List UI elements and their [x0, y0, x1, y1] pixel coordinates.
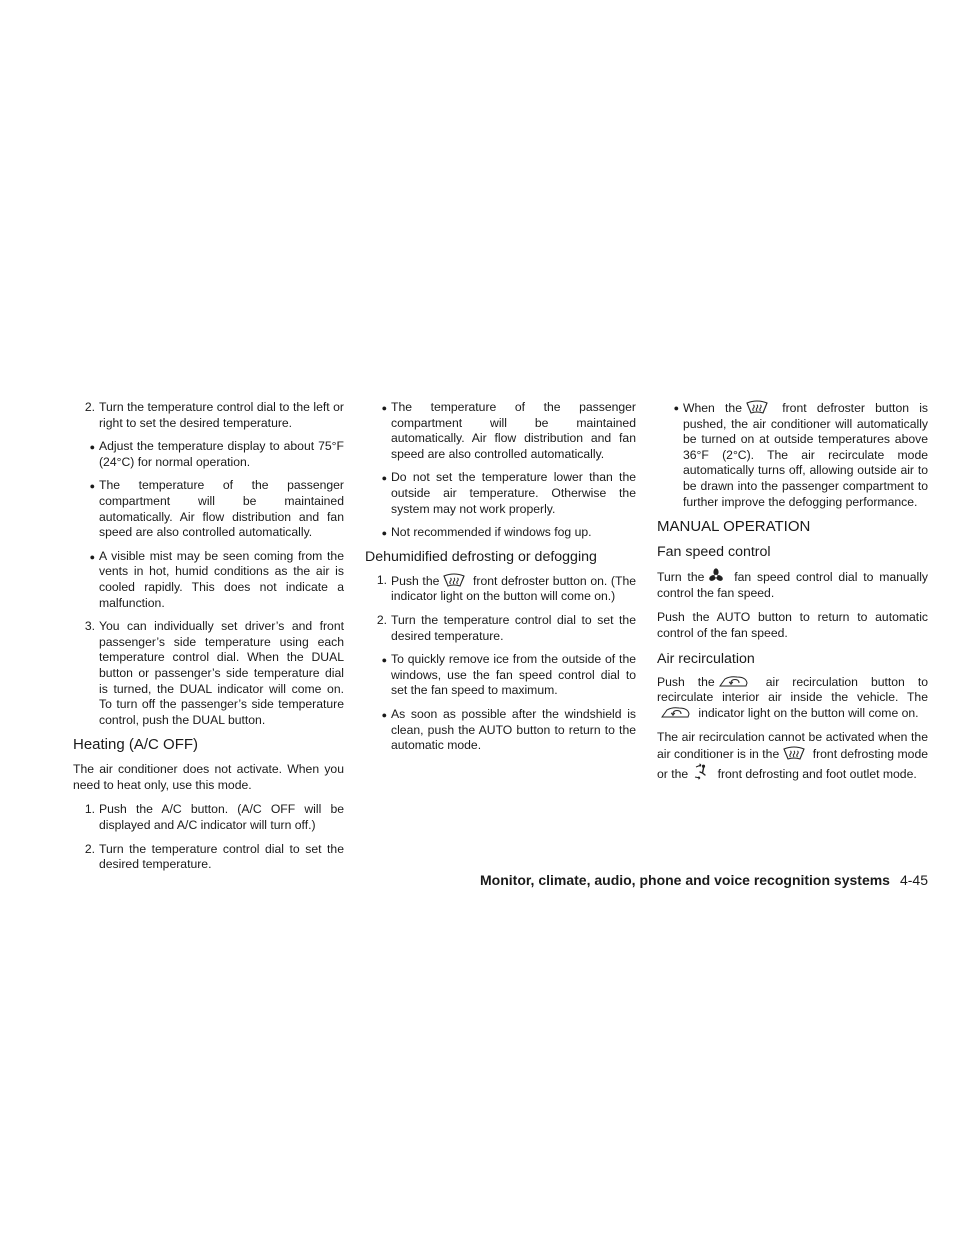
bullet-item — [73, 549, 344, 611]
recirculation-paragraph-1 — [657, 675, 928, 722]
bullet-item — [657, 400, 928, 510]
text-run: Turn the — [657, 570, 705, 585]
column-right — [657, 400, 928, 791]
defrost-foot-icon — [692, 763, 710, 781]
step-number: 3. — [84, 619, 95, 634]
column-left — [73, 400, 344, 881]
page-footer — [73, 871, 928, 889]
text-run: front defrosting mode or the — [657, 746, 928, 781]
step-number: 2. — [84, 841, 95, 856]
heating-step-1 — [73, 802, 344, 833]
defrost-heading: Dehumidified defrosting or defogging — [365, 548, 597, 565]
front-defroster-icon — [443, 573, 465, 588]
step-number: 1. — [84, 802, 95, 817]
step-text: Turn the temperature control dial to the left or right to set the desired temperature. — [99, 400, 344, 430]
step-number: 2. — [84, 400, 95, 414]
bullet-text: The temperature of the passenger compartment will be maintained automatically. Air flow distribution and fan speed are also controlled automatically. — [99, 478, 344, 540]
step-number: 2. — [376, 612, 387, 627]
page-number: 4-45 — [899, 872, 928, 888]
text-run: Push the — [657, 674, 715, 689]
defrost-step-2 — [365, 613, 636, 644]
bullet-text: Do not set the temperature lower than the outside air temperature. Otherwise the system may not work properly. — [391, 470, 636, 516]
bullet-icon: ● — [89, 442, 95, 453]
bullet-icon: ● — [381, 528, 387, 539]
air-recirculation-icon — [719, 675, 749, 689]
bullet-item — [73, 439, 344, 470]
manual-operation-heading: MANUAL OPERATION — [657, 518, 811, 536]
recirculation-paragraph-2 — [657, 730, 928, 782]
step-text-pre: Push the — [391, 573, 440, 588]
bullet-text-pre: When the — [683, 401, 742, 415]
step-text: Turn the temperature control dial to set the desired temperature. — [99, 841, 344, 872]
front-defroster-icon — [746, 400, 768, 415]
bullet-text-post: front defroster button is pushed, the air conditioner will automatically be turned on at outside temperatures above 36°F (2°C). The air recirculate mode automatically turns off, allowing outside air to be drawn into the passenger compartment to further improve the defogging performance. — [683, 401, 929, 509]
bullet-icon: ● — [381, 473, 387, 484]
bullet-icon: ● — [89, 551, 95, 562]
bullet-item — [365, 470, 636, 517]
text-run: indicator light on the button will come on. — [698, 705, 919, 720]
air-recirculation-heading: Air recirculation — [657, 650, 755, 667]
bullet-item — [365, 707, 636, 754]
bullet-icon: ● — [381, 403, 387, 413]
bullet-text: Adjust the temperature display to about 75°F (24°C) for normal operation. — [99, 439, 344, 469]
bullet-icon: ● — [673, 403, 679, 413]
bullet-icon: ● — [381, 709, 387, 720]
fan-speed-heading: Fan speed control — [657, 544, 771, 561]
fan-paragraph-2: Push the AUTO button to return to automatic control of the fan speed. — [657, 610, 928, 640]
defrost-step-1 — [365, 573, 636, 605]
step-3 — [73, 619, 344, 728]
step-text: Turn the temperature control dial to set the desired temperature. — [391, 612, 636, 643]
column-middle — [365, 400, 636, 762]
text-run: The air recirculation cannot be activated when the air conditioner is in the — [657, 730, 928, 761]
bullet-icon: ● — [89, 481, 95, 492]
bullet-item — [365, 525, 636, 541]
bullet-icon: ● — [381, 655, 387, 666]
front-defroster-icon — [783, 746, 805, 761]
step-text: You can individually set driver’s and front passenger’s side temperature using each temperature control dial. When the DUAL button or passenger’s side temperature dial is turned, the DUAL indicator will come on. To turn off the passenger’s side temperature control, push the DUAL button. — [99, 619, 344, 727]
bullet-text: Not recommended if windows fog up. — [391, 525, 592, 540]
text-run: fan speed control dial to manually control the fan speed. — [657, 570, 928, 600]
air-recirculation-icon — [661, 706, 691, 720]
bullet-item — [365, 652, 636, 699]
fan-paragraph-1 — [657, 568, 928, 601]
step-text: Push the A/C button. (A/C OFF will be displayed and A/C indicator will turn off.) — [99, 802, 344, 833]
fan-icon — [708, 568, 724, 584]
bullet-text: To quickly remove ice from the outside of the windows, use the fan speed control dial to set the fan speed to maximum. — [391, 652, 636, 698]
bullet-text: A visible mist may be seen coming from the vents in hot, humid conditions as the air is cooled rapidly. This does not indicate a malfunction. — [99, 548, 344, 610]
bullet-text: As soon as possible after the windshield is clean, push the AUTO button to return to the automatic mode. — [391, 706, 636, 753]
step-number: 1. — [376, 572, 387, 587]
heating-step-2 — [73, 842, 344, 873]
bullet-text: The temperature of the passenger compartment will be maintained automatically. Air flow distribution and fan speed are also controlled automatically. — [391, 400, 636, 461]
step-text-post: front defroster button on. (The indicator light on the button will come on.) — [391, 573, 636, 604]
footer-title: Monitor, climate, audio, phone and voice recognition systems — [480, 872, 890, 888]
step-2 — [73, 400, 344, 431]
text-run: air recirculation button to recirculate interior air inside the vehicle. The — [657, 674, 928, 705]
text-run: front defrosting and foot outlet mode. — [717, 766, 917, 781]
bullet-item — [73, 478, 344, 540]
heating-intro: The air conditioner does not activate. When you need to heat only, use this mode. — [73, 762, 344, 792]
heating-heading: Heating (A/C OFF) — [73, 736, 199, 754]
bullet-item — [365, 400, 636, 462]
